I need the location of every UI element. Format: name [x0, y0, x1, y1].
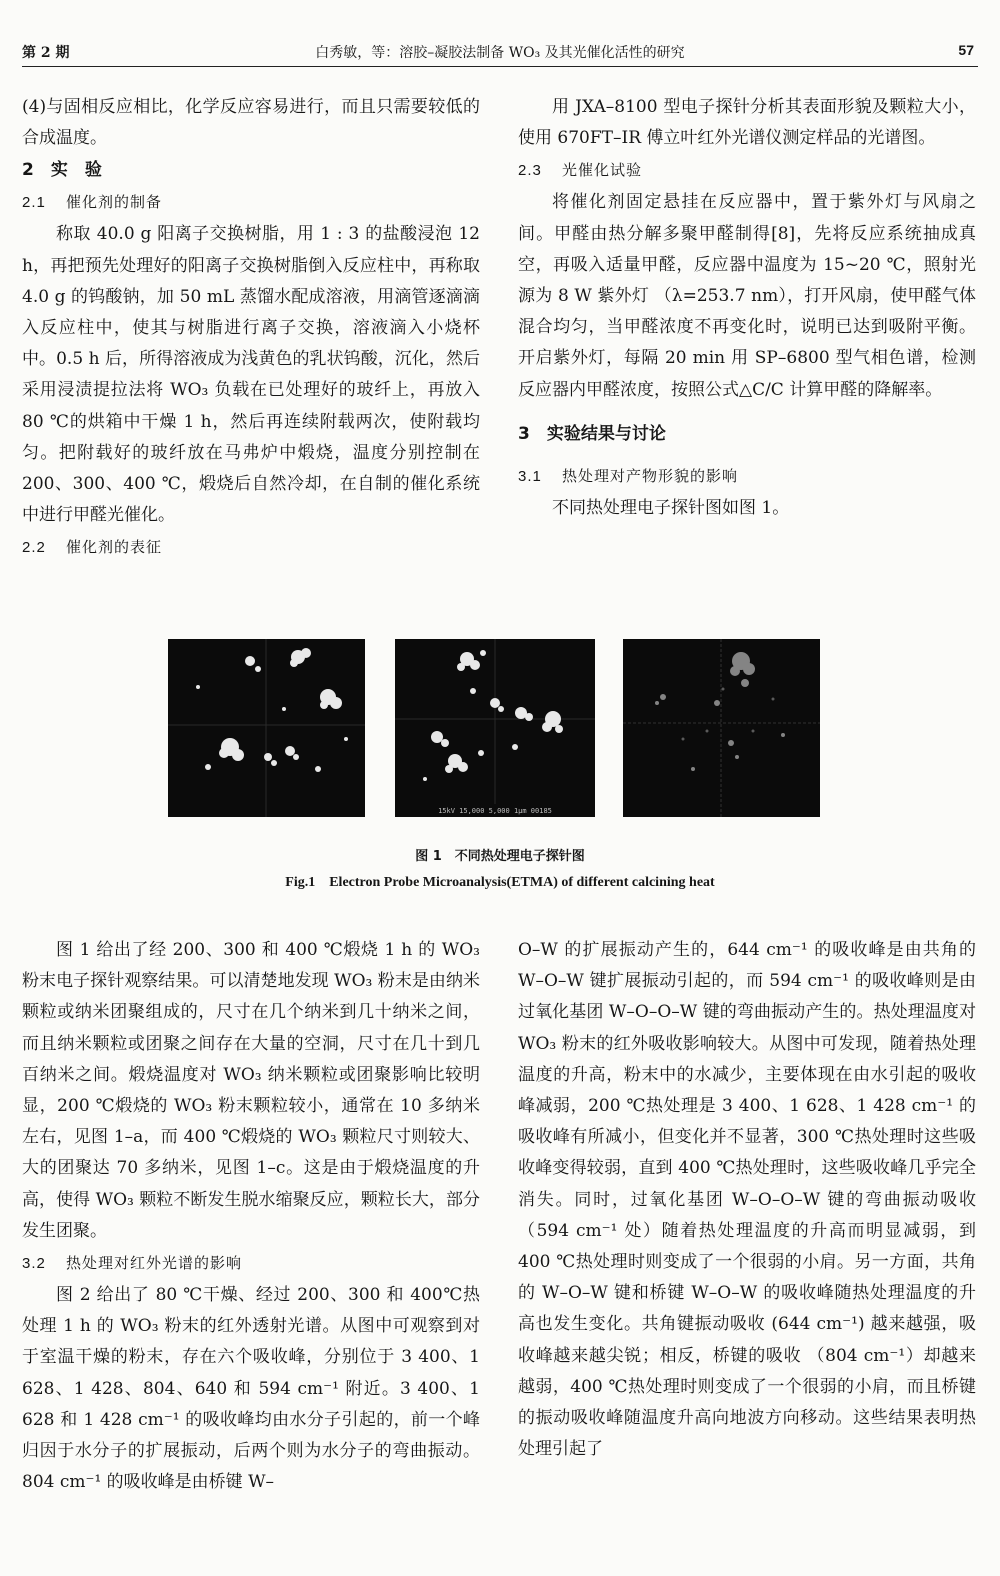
subsection-heading: [22, 1247, 480, 1280]
subsection-heading: [518, 154, 976, 187]
micrograph-300c: [395, 639, 595, 817]
column-top-right: [518, 92, 976, 524]
subsection-title: 热处理对产物形貌的影响: [562, 466, 739, 485]
running-title: 白秀敏，等：溶胶–凝胶法制备 WO₃ 及其光催化活性的研究: [315, 45, 685, 61]
subsection-number: 2.3: [518, 162, 542, 180]
subsection-number: 3.1: [518, 467, 542, 485]
micrograph-200c: [168, 639, 365, 817]
section-heading: 2 实 验: [22, 160, 102, 181]
paragraph: 用 JXA–8100 型电子探针分析其表面形貌及颗粒大小，使用 670FT–IR 傅立叶红外光谱仪测定样品的光谱图。: [518, 97, 976, 149]
scale-bar-text: 15kV 15,000 5,000 1μm 00185: [438, 807, 552, 815]
subsection-title: 催化剂的制备: [66, 193, 163, 212]
figure-1: [0, 639, 1000, 819]
column-top-left: [22, 92, 480, 564]
page-number: 57: [958, 42, 974, 58]
subsection-number: 2.2: [22, 539, 46, 557]
issue-number: 第 2 期: [22, 45, 70, 61]
paragraph: O–W 的扩展振动产生的，644 cm⁻¹ 的吸收峰是由共角的 W–O–W 键扩展振动引起的，而 594 cm⁻¹ 的吸收峰则是由过氧化基团 W–O–O–W 键的弯曲振动产生的。热处理温度对 WO₃ 粉末的红外吸收影响较大。从图中可发现，随着热处理温度的升高，粉末中的水减少，主要体现在由水引起的吸收峰减弱，200 ℃热处理是 3 400、1 628、1 428 cm⁻¹ 的吸收峰有所减小，但变化并不显著，300 ℃热处理时这些吸收峰变得较弱，直到 400 ℃热处理时，这些吸收峰几乎完全消失。同时，过氧化基团 W–O–O–W 键的弯曲振动吸收 （594 cm⁻¹ 处）随着热处理温度的升高而明显减弱，到 400 ℃热处理时则变成了一个很弱的小肩。另一方面，共角的 W–O–W 键和桥键 W–O–W 的吸收峰随热处理温度的升高也发生变化。共角键振动吸收 (644 cm⁻¹) 越来越强，吸收峰越来越尖锐；相反，桥键的吸收 （804 cm⁻¹）却越来越弱，400 ℃热处理时则变成了一个很弱的小肩，而且桥键的振动吸收峰随温度升高向地波方向移动。这些结果表明热处理引起了: [518, 940, 976, 1460]
paragraph: 不同热处理电子探针图如图 1。: [552, 497, 790, 518]
figure-caption-en: Fig.1 Electron Probe Microanalysis(ETMA) of different calcining heat: [285, 875, 715, 890]
paragraph: 图 1 给出了经 200、300 和 400 ℃煅烧 1 h 的 WO₃ 粉末电子探针观察结果。可以清楚地发现 WO₃ 粉末是由纳米颗粒或纳米团聚组成的，尺寸在几个纳米到几十纳米之间，而且纳米颗粒或团聚之间存在大量的空洞，尺寸在几十到几百纳米之间。煅烧温度对 WO₃ 纳米颗粒或团聚影响比较明显，200 ℃煅烧的 WO₃ 粉末颗粒较小，通常在 10 多纳米左右，见图 1–a，而 400 ℃煅烧的 WO₃ 颗粒尺寸则较大、大的团聚达 70 多纳米，见图 1–c。这是由于煅烧温度的升高，使得 WO₃ 颗粒不断发生脱水缩聚反应，颗粒长大，部分发生团聚。: [22, 940, 480, 1241]
subsection-number: 2.1: [22, 194, 46, 212]
subsection-number: 3.2: [22, 1255, 46, 1273]
running-header: [22, 40, 978, 67]
subsection-heading: [22, 186, 480, 219]
subsection-heading: [518, 460, 976, 493]
section-heading: 3 实验结果与讨论: [518, 423, 666, 444]
paragraph: (4)与固相反应相比，化学反应容易进行，而且只需要较低的合成温度。: [22, 97, 480, 149]
column-bottom-left: [22, 935, 480, 1498]
paragraph: 图 2 给出了 80 ℃干燥、经过 200、300 和 400℃热处理 1 h 的 WO₃ 粉末的红外透射光谱。从图中可观察到对于室温干燥的粉末，存在六个吸收峰，分别位于 3 400、1 628、1 428、804、640 和 594 cm⁻¹ 附近。3 400、1 628 和 1 428 cm⁻¹ 的吸收峰均由水分子引起的，前一个峰归因于水分子的扩展振动，后两个则为水分子的弯曲振动。804 cm⁻¹ 的吸收峰是由桥键 W–: [22, 1285, 480, 1493]
paragraph: 将催化剂固定悬挂在反应器中，置于紫外灯与风扇之间。甲醛由热分解多聚甲醛制得[8]，先将反应系统抽成真空，再吸入适量甲醛，反应器中温度为 15~20 ℃，照射光源为 8 W 紫外灯 （λ=253.7 nm），打开风扇，使甲醛气体混合均匀，当甲醛浓度不再变化时，说明已达到吸附平衡。开启紫外灯，每隔 20 min 用 SP–6800 型气相色谱，检测反应器内甲醛浓度，按照公式△C/C 计算甲醛的降解率。: [518, 192, 976, 400]
paragraph: 称取 40.0 g 阳离子交换树脂，用 1 : 3 的盐酸浸泡 12 h，再把预先处理好的阳离子交换树脂倒入反应柱中，再称取 4.0 g 的钨酸钠，加 50 mL 蒸馏水配成溶液，用滴管逐滴滴入反应柱中，使其与树脂进行离子交换，溶液滴入小烧杯中。0.5 h 后，所得溶液成为浅黄色的乳状钨酸，沉化，然后采用浸渍提拉法将 WO₃ 负载在已处理好的玻纤上，再放入 80 ℃的烘箱中干燥 1 h，然后再连续附载两次，使附载均匀。把附载好的玻纤放在马弗炉中煅烧，温度分别控制在 200、300、400 ℃，煅烧后自然冷却，在自制的催化系统中进行甲醛光催化。: [22, 224, 480, 526]
figure-caption-cn: 图 1 不同热处理电子探针图: [415, 849, 585, 864]
micrograph-400c: [623, 639, 820, 817]
subsection-title: 催化剂的表征: [66, 538, 163, 557]
subsection-title: 热处理对红外光谱的影响: [66, 1254, 243, 1273]
column-bottom-right: [518, 935, 976, 1465]
subsection-heading: [22, 531, 480, 564]
subsection-title: 光催化试验: [562, 161, 643, 180]
